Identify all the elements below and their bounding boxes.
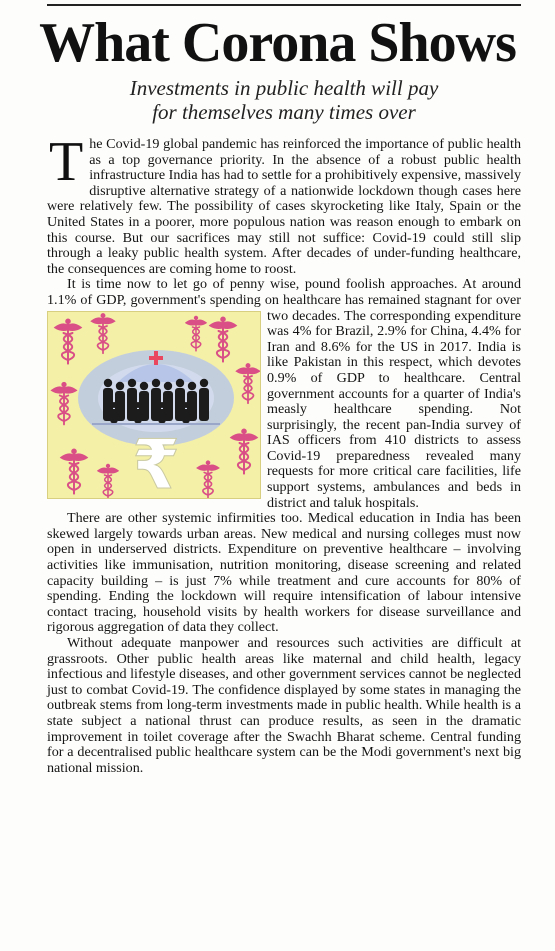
paragraph-4: Without adequate manpower and resources such activities are difficult at grassroots. Other public health areas like maternal and child health, legacy infectious and lifestyle diseases, and other government services cannot be neglected just to combat Covid-19. The confidence displayed by some states in managing the outbreak stems from long-term investments made in public health. While health is a state subject a national thrust can produce results, as seen in the dramatic improvement in toilet coverage after the Swachh Bharat scheme. Central funding for a decentralised public healthcare system can be the Modi government's next big national mission. <box>47 635 521 776</box>
top-rule <box>47 4 521 6</box>
caduceus-crowd-rupee-illustration <box>47 311 261 499</box>
subhead <box>47 76 521 124</box>
drop-cap: T <box>49 131 84 193</box>
rupee-icon: ₹ <box>132 425 180 498</box>
article-body <box>47 131 521 776</box>
subhead-line-2: for themselves many times over <box>152 100 416 124</box>
headline: What Corona Shows <box>39 12 516 74</box>
paragraph-3: There are other systemic infirmities too. Medical education in India has been skewed largely towards urban areas. New medical and nursing colleges must now open in underserved districts. Expenditure on preventive healthcare – involving activities like immunisation, nutrition monitoring, disease screening and related capacity building – is just 7% while treatment and cure accounts for 80% of spending. Ending the lockdown will require intensification of labour intensive contact tracing, household visits by health workers for disease surveillance and rigorous aggregation of data they collect. <box>47 510 521 636</box>
paragraph-1: The Covid-19 global pandemic has reinforced the importance of public health as a top governance priority. In the absence of a robust public health infrastructure India has had to settle for a prohibitively expensive, massively disruptive alternative strategy of a nationwide lockdown though cases here were relatively few. The possibility of cases skyrocketing like Italy, Spain or the United States in a poorer, more populous nation was reason enough to embark on this course. But our sacrifices may still not suffice: Covid-19 could still slip through a leaky public health system. After decades of under-funding healthcare, the consequences are coming home to roost. <box>47 131 521 277</box>
paragraph-2: It is time now to let go of penny wise, pound foolish approaches. At around 1.1% of GDP, government's spending on healthcare has remained stagnant for over two decades. The corresponding ₹ expenditure was 4% for Brazil, 2.9% for China, 4.4% for Iran and 8.6% for the US in 2017. India is like Pakistan in this respect, which devotes 0.9% of GDP to healthcare. Central government accounts for a quarter of India's measly healthcare spending. Not surprisingly, the recent pan-India survey of IAS officers from 410 districts to assess Covid-19 preparedness revealed many requests for more critical care facilities, life support systems, ambulances and beds in district and taluk hospitals. <box>47 276 521 511</box>
subhead-line-1: Investments in public health will pay <box>129 76 439 100</box>
